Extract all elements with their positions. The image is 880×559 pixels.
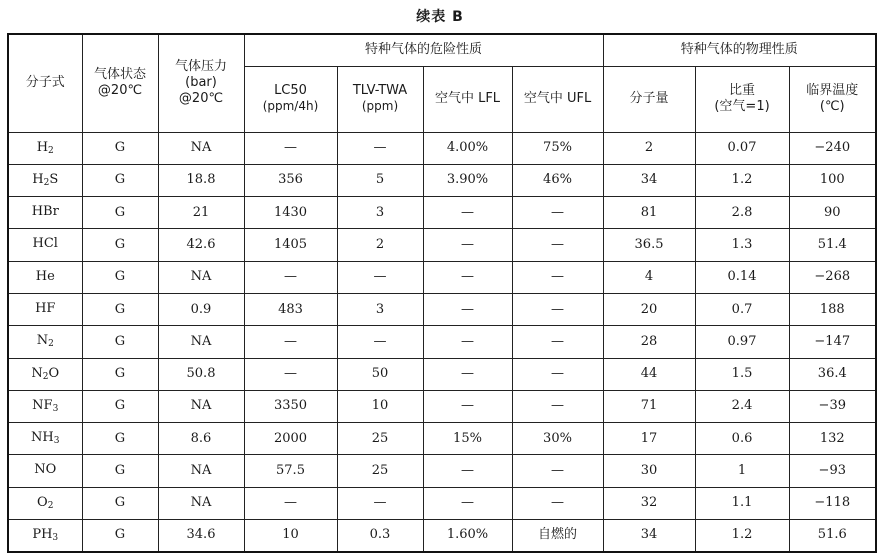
formula-subscript: 3 — [52, 532, 59, 543]
cell-critical-temp: 188 — [789, 293, 876, 325]
header-pressure-line2: (bar) — [185, 75, 217, 91]
cell-state: G — [82, 164, 158, 196]
header-sg-line2: (空气=1) — [714, 99, 770, 114]
cell-lfl: — — [423, 197, 512, 229]
header-tc-line2: (℃) — [819, 99, 845, 114]
cell-critical-temp: 100 — [789, 164, 876, 196]
cell-molecular-weight: 71 — [603, 390, 695, 422]
cell-tlv-twa: 0.3 — [337, 520, 423, 552]
header-pressure-line3: @20℃ — [178, 91, 224, 107]
cell-specific-gravity: 1.2 — [695, 164, 789, 196]
cell-lc50: 57.5 — [244, 455, 337, 487]
cell-ufl: — — [512, 197, 603, 229]
formula-subscript: 2 — [47, 500, 54, 511]
cell-pressure: 18.8 — [158, 164, 244, 196]
cell-critical-temp: 36.4 — [789, 358, 876, 390]
cell-critical-temp: 90 — [789, 197, 876, 229]
cell-lc50: — — [244, 487, 337, 519]
cell-tlv-twa: — — [337, 261, 423, 293]
header-tlv — [337, 66, 423, 132]
cell-critical-temp: 51.4 — [789, 229, 876, 261]
cell-ufl: — — [512, 261, 603, 293]
cell-tlv-twa: 25 — [337, 423, 423, 455]
cell-specific-gravity: 0.7 — [695, 293, 789, 325]
formula-base: O — [37, 494, 48, 510]
cell-state: G — [82, 520, 158, 552]
formula-subscript: 2 — [48, 339, 54, 350]
cell-molecular-weight: 32 — [603, 487, 695, 519]
header-physical-group: 特种气体的物理性质 — [603, 34, 876, 66]
header-formula: 分子式 — [8, 34, 82, 132]
cell-specific-gravity: 1 — [695, 455, 789, 487]
cell-pressure: NA — [158, 455, 244, 487]
formula-base: N — [36, 333, 49, 349]
cell-lfl: — — [423, 261, 512, 293]
cell-lc50: 3350 — [244, 390, 337, 422]
cell-formula — [8, 390, 82, 422]
cell-lc50: 483 — [244, 293, 337, 325]
cell-molecular-weight: 30 — [603, 455, 695, 487]
cell-pressure: NA — [158, 487, 244, 519]
cell-formula — [8, 520, 82, 552]
cell-pressure: 0.9 — [158, 293, 244, 325]
cell-lfl: — — [423, 293, 512, 325]
cell-state: G — [82, 261, 158, 293]
cell-specific-gravity: 2.4 — [695, 390, 789, 422]
cell-lc50: — — [244, 132, 337, 164]
cell-ufl: 75% — [512, 132, 603, 164]
cell-tlv-twa: — — [337, 487, 423, 519]
header-specific-gravity — [695, 66, 789, 132]
cell-molecular-weight: 17 — [603, 423, 695, 455]
cell-tlv-twa: 3 — [337, 293, 423, 325]
cell-critical-temp: −39 — [789, 390, 876, 422]
header-lc50-line1: LC50 — [274, 82, 307, 98]
cell-specific-gravity: 1.2 — [695, 520, 789, 552]
cell-ufl: — — [512, 229, 603, 261]
cell-molecular-weight: 28 — [603, 326, 695, 358]
formula-subscript: 2 — [48, 145, 54, 156]
table-row — [8, 390, 876, 422]
cell-ufl: 46% — [512, 164, 603, 196]
cell-molecular-weight: 2 — [603, 132, 695, 164]
cell-pressure: 50.8 — [158, 358, 244, 390]
cell-specific-gravity: 0.6 — [695, 423, 789, 455]
table-row — [8, 520, 876, 552]
cell-pressure: 21 — [158, 197, 244, 229]
cell-lfl: — — [423, 487, 512, 519]
cell-specific-gravity: 0.97 — [695, 326, 789, 358]
cell-lc50: 356 — [244, 164, 337, 196]
header-hazard-group: 特种气体的危险性质 — [244, 34, 603, 66]
formula-base: HCl — [32, 236, 58, 252]
cell-lfl: — — [423, 326, 512, 358]
formula-base: NH — [31, 430, 54, 446]
table-row — [8, 293, 876, 325]
cell-state: G — [82, 358, 158, 390]
header-lc50 — [244, 66, 337, 132]
cell-formula — [8, 293, 82, 325]
cell-tlv-twa: 50 — [337, 358, 423, 390]
header-tlv-line2: (ppm) — [361, 99, 399, 113]
cell-critical-temp: −240 — [789, 132, 876, 164]
cell-pressure: 42.6 — [158, 229, 244, 261]
header-sg-line1: 比重 — [729, 82, 756, 98]
cell-lfl: 3.90% — [423, 164, 512, 196]
cell-tlv-twa: 25 — [337, 455, 423, 487]
cell-state: G — [82, 390, 158, 422]
cell-critical-temp: −268 — [789, 261, 876, 293]
cell-pressure: NA — [158, 326, 244, 358]
cell-pressure: NA — [158, 261, 244, 293]
cell-ufl: 自燃的 — [512, 520, 603, 552]
header-critical-temp — [789, 66, 876, 132]
cell-specific-gravity: 1.3 — [695, 229, 789, 261]
cell-pressure: 8.6 — [158, 423, 244, 455]
formula-base: HF — [35, 301, 56, 316]
cell-state: G — [82, 197, 158, 229]
cell-specific-gravity: 2.8 — [695, 197, 789, 229]
formula-subscript: 3 — [53, 436, 60, 447]
formula-subscript: 2 — [43, 177, 50, 188]
cell-molecular-weight: 36.5 — [603, 229, 695, 261]
cell-ufl: — — [512, 487, 603, 519]
cell-critical-temp: −93 — [789, 455, 876, 487]
cell-state: G — [82, 487, 158, 519]
header-state-line1: 气体状态 — [93, 67, 146, 82]
table-caption: 续表 B — [416, 9, 464, 25]
cell-molecular-weight: 44 — [603, 358, 695, 390]
header-tc-line1: 临界温度 — [806, 82, 859, 98]
cell-formula — [8, 358, 82, 390]
table-row — [8, 326, 876, 358]
formula-mid: S — [49, 171, 59, 187]
cell-molecular-weight: 4 — [603, 261, 695, 293]
cell-state: G — [82, 455, 158, 487]
formula-subscript: 3 — [52, 403, 59, 414]
formula-base: He — [35, 268, 55, 284]
cell-specific-gravity: 0.14 — [695, 261, 789, 293]
cell-lc50: — — [244, 358, 337, 390]
cell-molecular-weight: 20 — [603, 293, 695, 325]
table-row — [8, 197, 876, 229]
header-state-line2: @20℃ — [97, 83, 143, 99]
header-lc50-line2: (ppm/4h) — [262, 99, 319, 113]
cell-lfl: 4.00% — [423, 132, 512, 164]
cell-pressure: NA — [158, 390, 244, 422]
formula-subscript: 2 — [42, 371, 49, 382]
header-pressure-line1: 气体压力 — [174, 58, 227, 74]
cell-ufl: — — [512, 326, 603, 358]
cell-molecular-weight: 34 — [603, 164, 695, 196]
header-molecular-weight: 分子量 — [603, 66, 695, 132]
cell-formula — [8, 455, 82, 487]
cell-lfl: — — [423, 229, 512, 261]
cell-ufl: — — [512, 455, 603, 487]
cell-critical-temp: 132 — [789, 423, 876, 455]
table-row — [8, 229, 876, 261]
cell-lfl: — — [423, 455, 512, 487]
header-tlv-line1: TLV-TWA — [352, 82, 408, 98]
table-row — [8, 132, 876, 164]
cell-lc50: 1430 — [244, 197, 337, 229]
cell-lfl: 15% — [423, 423, 512, 455]
header-pressure — [158, 34, 244, 132]
cell-formula — [8, 487, 82, 519]
cell-tlv-twa: — — [337, 326, 423, 358]
cell-molecular-weight: 81 — [603, 197, 695, 229]
formula-mid: O — [48, 365, 60, 381]
cell-lfl: — — [423, 390, 512, 422]
cell-lc50: — — [244, 261, 337, 293]
cell-lc50: 1405 — [244, 229, 337, 261]
table-row — [8, 358, 876, 390]
cell-tlv-twa: 5 — [337, 164, 423, 196]
table-row — [8, 487, 876, 519]
cell-formula — [8, 229, 82, 261]
cell-lfl: — — [423, 358, 512, 390]
formula-base: N — [31, 365, 43, 381]
cell-molecular-weight: 34 — [603, 520, 695, 552]
cell-tlv-twa: — — [337, 132, 423, 164]
table-row — [8, 164, 876, 196]
cell-state: G — [82, 229, 158, 261]
formula-base: H — [32, 171, 44, 187]
cell-lc50: 10 — [244, 520, 337, 552]
cell-lfl: 1.60% — [423, 520, 512, 552]
cell-critical-temp: −118 — [789, 487, 876, 519]
formula-base: PH — [32, 526, 53, 542]
cell-ufl: — — [512, 293, 603, 325]
cell-state: G — [82, 423, 158, 455]
cell-ufl: 30% — [512, 423, 603, 455]
table-body — [8, 132, 876, 552]
cell-ufl: — — [512, 358, 603, 390]
cell-tlv-twa: 10 — [337, 390, 423, 422]
header-state — [82, 34, 158, 132]
cell-pressure: 34.6 — [158, 520, 244, 552]
cell-pressure: NA — [158, 132, 244, 164]
cell-formula — [8, 326, 82, 358]
header-lfl: 空气中 LFL — [423, 66, 512, 132]
cell-specific-gravity: 0.07 — [695, 132, 789, 164]
cell-tlv-twa: 2 — [337, 229, 423, 261]
cell-specific-gravity: 1.1 — [695, 487, 789, 519]
cell-formula — [8, 197, 82, 229]
cell-tlv-twa: 3 — [337, 197, 423, 229]
cell-lc50: — — [244, 326, 337, 358]
special-gas-properties-table — [7, 33, 877, 553]
cell-state: G — [82, 293, 158, 325]
cell-formula — [8, 132, 82, 164]
cell-formula — [8, 423, 82, 455]
cell-critical-temp: 51.6 — [789, 520, 876, 552]
table-header — [8, 34, 876, 132]
table-row — [8, 261, 876, 293]
cell-specific-gravity: 1.5 — [695, 358, 789, 390]
cell-critical-temp: −147 — [789, 326, 876, 358]
cell-formula — [8, 261, 82, 293]
table-row — [8, 423, 876, 455]
table-row — [8, 455, 876, 487]
formula-base: NO — [34, 462, 57, 478]
cell-state: G — [82, 132, 158, 164]
cell-state: G — [82, 326, 158, 358]
formula-base: HBr — [31, 204, 59, 220]
header-ufl: 空气中 UFL — [512, 66, 603, 132]
formula-base: NF — [32, 397, 53, 413]
cell-ufl: — — [512, 390, 603, 422]
cell-formula — [8, 164, 82, 196]
cell-lc50: 2000 — [244, 423, 337, 455]
formula-base: H — [36, 139, 49, 155]
